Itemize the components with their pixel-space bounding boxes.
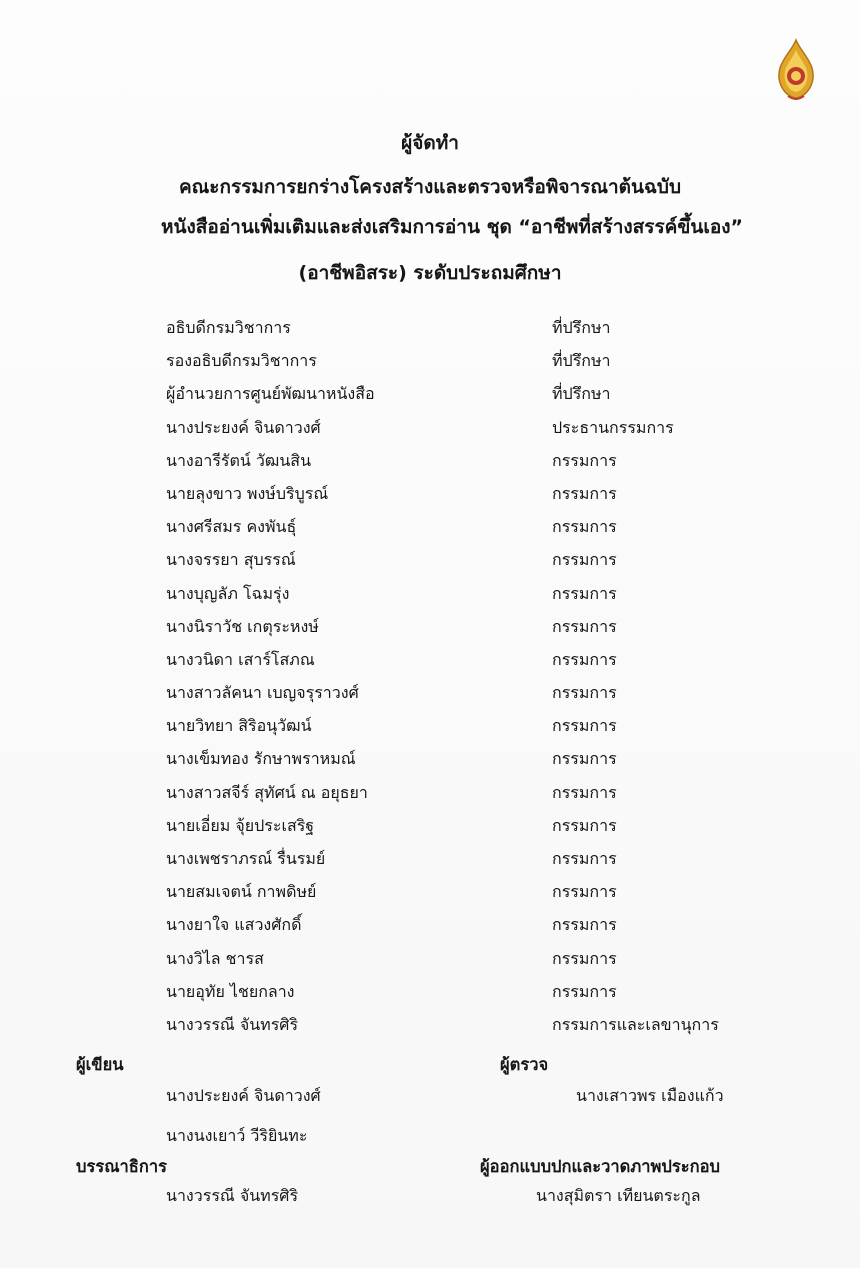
writer-name-1: นางประยงค์ จินดาวงศ์ (166, 1086, 321, 1105)
committee-row (0, 947, 860, 980)
member-name: นายวิทยา สิริอนุวัฒน์ (166, 716, 312, 736)
member-name: นางเข็มทอง รักษาพราหมณ์ (166, 749, 356, 769)
member-name: อธิบดีกรมวิชาการ (166, 318, 291, 337)
member-role: กรรมการ (552, 782, 617, 802)
member-role: ที่ปรึกษา (552, 351, 611, 371)
member-role: กรรมการ (552, 948, 617, 968)
member-role: กรรมการ (552, 450, 617, 470)
member-role: กรรมการ (552, 583, 617, 603)
member-role: กรรมการ (552, 882, 617, 902)
member-role: กรรมการ (552, 483, 617, 503)
member-role: กรรมการและเลขานุการ (552, 1014, 719, 1034)
member-role: กรรมการ (552, 517, 617, 537)
committee-row (0, 349, 860, 382)
member-role: กรรมการ (552, 550, 617, 570)
committee-row (0, 615, 860, 648)
reviewer-name: นางเสาวพร เมืองแก้ว (576, 1086, 724, 1105)
committee-row (0, 847, 860, 880)
writer-name-2: นางนงเยาว์ วีริยินทะ (166, 1126, 308, 1145)
committee-row (0, 648, 860, 681)
committee-row (0, 416, 860, 449)
ministry-emblem-icon (774, 38, 818, 102)
committee-row (0, 515, 860, 548)
designer-name: นางสุมิตรา เทียนตระกูล (536, 1186, 701, 1205)
committee-row (0, 714, 860, 747)
committee-row (0, 482, 860, 515)
member-name: นายสมเจตน์ กาพดิษย์ (166, 882, 317, 902)
member-name: นางสาวสจีร์ สุทัศน์ ณ อยุธยา (166, 782, 368, 802)
committee-row (0, 582, 860, 615)
member-role: กรรมการ (552, 849, 617, 868)
committee-row (0, 382, 860, 415)
member-role: กรรมการ (552, 649, 617, 669)
member-name: นายลุงขาว พงษ์บริบูรณ์ (166, 483, 329, 503)
member-name: นางสาวลัคนา เบญจรุราวงศ์ (166, 683, 359, 703)
editor-name: นางวรรณี จันทรศิริ (166, 1186, 299, 1205)
committee-row (0, 880, 860, 913)
member-role: กรรมการ (552, 683, 617, 703)
committee-row (0, 1013, 860, 1046)
editor-label: บรรณาธิการ (76, 1157, 167, 1176)
member-name: นางวรรณี จันทรศิริ (166, 1014, 299, 1034)
committee-list (0, 316, 860, 1046)
member-name: นางอารีรัตน์ วัฒนสิน (166, 450, 312, 470)
member-name: นางประยงค์ จินดาวงศ์ (166, 417, 321, 437)
designer-label: ผู้ออกแบบปกและวาดภาพประกอบ (480, 1157, 720, 1176)
committee-row (0, 913, 860, 946)
member-name: นายเอี่ยม จุ้ยประเสริฐ (166, 815, 315, 835)
member-role: กรรมการ (552, 981, 617, 1001)
committee-row (0, 814, 860, 847)
committee-row (0, 548, 860, 581)
committee-row (0, 747, 860, 780)
member-role: กรรมการ (552, 749, 617, 769)
member-name: นางยาใจ แสวงศักดิ์ (166, 915, 302, 935)
member-name: นายอุทัย ไชยกลาง (166, 981, 295, 1001)
member-role: กรรมการ (552, 915, 617, 935)
header-line-2: คณะกรรมการยกร่างโครงสร้างและตรวจหรือพิจารณาต้นฉบับ (178, 176, 682, 198)
member-name: นางเพชราภรณ์ รื่นรมย์ (166, 849, 326, 868)
member-name: รองอธิบดีกรมวิชาการ (166, 351, 317, 371)
member-name: นางบุญลัภ โฉมรุ่ง (166, 583, 290, 603)
committee-row (0, 681, 860, 714)
committee-row (0, 781, 860, 814)
writers-label: ผู้เขียน (76, 1055, 124, 1074)
member-name: นางจรรยา สุบรรณ์ (166, 550, 296, 570)
member-role: กรรมการ (552, 616, 617, 636)
member-role: กรรมการ (552, 716, 617, 736)
member-role: ที่ปรึกษา (552, 384, 611, 404)
member-role: ที่ปรึกษา (552, 318, 611, 337)
member-name: นางวนิดา เสาร์โสภณ (166, 649, 315, 669)
reviewer-label: ผู้ตรวจ (500, 1055, 549, 1074)
member-role: ประธานกรรมการ (552, 417, 674, 437)
header-line-4: (อาชีพอิสระ) ระดับประถมศึกษา (298, 262, 562, 284)
header-line-3: หนังสืออ่านเพิ่มเติมและส่งเสริมการอ่าน ชุด “อาชีพที่สร้างสรรค์ขึ้นเอง” (160, 216, 744, 238)
committee-row (0, 316, 860, 349)
member-name: นางศรีสมร คงพันธุ์ (166, 517, 297, 537)
member-name: ผู้อำนวยการศูนย์พัฒนาหนังสือ (166, 384, 375, 404)
committee-row (0, 449, 860, 482)
member-name: นางวิไล ชารส (166, 948, 264, 968)
committee-row (0, 980, 860, 1013)
member-role: กรรมการ (552, 815, 617, 835)
member-name: นางนิราวัช เกตุระหงษ์ (166, 616, 319, 636)
header-line-1: ผู้จัดทำ (401, 132, 459, 154)
